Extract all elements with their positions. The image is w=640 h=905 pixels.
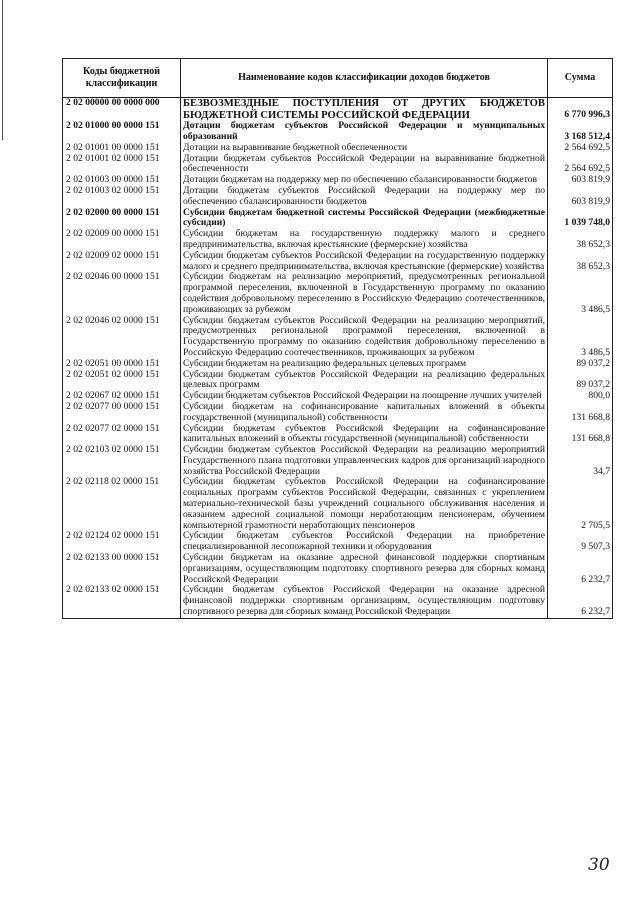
name-cell: Субсидии бюджетам субъектов Российской Федерации на реализацию мероприятий Государственного плана подготовки управленческих кадров для организаций народного хозяйства Российской Федерации — [181, 445, 548, 477]
table-row — [63, 251, 613, 273]
name-cell: Субсидии бюджетам субъектов Российской Федерации на поощрение лучших учителей — [181, 391, 548, 402]
code-cell: 2 02 02124 02 0000 151 — [63, 531, 181, 553]
table-row — [63, 370, 613, 392]
code-cell: 2 02 01003 00 0000 151 — [63, 175, 181, 186]
sum-cell: 800,0 — [548, 391, 613, 402]
sum-cell: 3 168 512,4 — [548, 121, 613, 143]
code-cell: 2 02 02067 02 0000 151 — [63, 391, 181, 402]
table-row — [63, 316, 613, 359]
code-cell: 2 02 02051 02 0000 151 — [63, 370, 181, 392]
sum-cell: 38 652,3 — [548, 251, 613, 273]
name-cell: Субсидии бюджетам субъектов Российской Федерации на софинансирование капитальных вложений в объекты государственной (муниципальной) собственности — [181, 424, 548, 446]
sum-cell: 603 819,9 — [548, 175, 613, 186]
name-cell: БЕЗВОЗМЕЗДНЫЕ ПОСТУПЛЕНИЯ ОТ ДРУГИХ БЮДЖЕТОВ БЮДЖЕТНОЙ СИСТЕМЫ РОССИЙСКОЙ ФЕДЕРАЦИИ — [181, 98, 548, 122]
sum-cell: 6 232,7 — [548, 553, 613, 585]
name-cell: Субсидии бюджетам субъектов Российской Федерации на софинансирование социальных программ субъектов Российской Федерации, связанных с укреплением материально-технической базы учреждений социального обслуживания населения и оказанием адресной социальной помощи неработающим пенсионерам, обучением компьютерной грамотности неработающих пенсионеров — [181, 477, 548, 531]
name-cell: Дотации бюджетам субъектов Российской Федерации и муниципальных образований — [181, 121, 548, 143]
table-row — [63, 208, 613, 230]
table-row — [63, 359, 613, 370]
sum-cell: 1 039 748,0 — [548, 208, 613, 230]
sum-cell: 6 770 996,3 — [548, 98, 613, 122]
code-cell: 2 02 02009 00 0000 151 — [63, 229, 181, 251]
name-cell: Дотации бюджетам субъектов Российской Федерации на поддержку мер по обеспечению сбалансированности бюджетов — [181, 186, 548, 208]
sum-cell: 9 507,3 — [548, 531, 613, 553]
sum-cell: 89 037,2 — [548, 359, 613, 370]
sum-cell: 131 668,8 — [548, 424, 613, 446]
code-cell: 2 02 01001 02 0000 151 — [63, 154, 181, 176]
table-row — [63, 553, 613, 585]
name-cell: Субсидии бюджетам на реализацию мероприятий, предусмотренных региональной программой переселения, включенной в Государственную программу по оказанию содействия добровольному переселению в Российскую Федерацию соотечественников, проживающих за рубежом — [181, 272, 548, 315]
sum-column-header: Сумма — [548, 59, 613, 98]
table-row — [63, 121, 613, 143]
table-header-row — [63, 59, 613, 98]
table-row — [63, 402, 613, 424]
code-cell: 2 02 02046 00 0000 151 — [63, 272, 181, 315]
table-row — [63, 143, 613, 154]
name-cell: Субсидии бюджетам на реализацию федеральных целевых программ — [181, 359, 548, 370]
sum-cell: 38 652,3 — [548, 229, 613, 251]
name-cell: Дотации бюджетам субъектов Российской Федерации на выравнивание бюджетной обеспеченности — [181, 154, 548, 176]
name-cell: Субсидии бюджетам субъектов Российской Федерации на приобретение специализированной лесопожарной техники и оборудования — [181, 531, 548, 553]
name-cell: Субсидии бюджетам на софинансирование капитальных вложений в объекты государственной (муниципальной) собственности — [181, 402, 548, 424]
name-cell: Субсидии бюджетам бюджетной системы Российской Федерации (межбюджетные субсидии) — [181, 208, 548, 230]
sum-cell: 603 819,9 — [548, 186, 613, 208]
table-row — [63, 531, 613, 553]
code-cell: 2 02 00000 00 0000 000 — [63, 98, 181, 122]
code-cell: 2 02 02000 00 0000 151 — [63, 208, 181, 230]
code-cell: 2 02 02046 02 0000 151 — [63, 316, 181, 359]
code-cell: 2 02 02009 02 0000 151 — [63, 251, 181, 273]
table-row — [63, 272, 613, 315]
table-row — [63, 154, 613, 176]
sum-cell: 2 564 692,5 — [548, 143, 613, 154]
sum-cell: 89 037,2 — [548, 370, 613, 392]
table-row — [63, 186, 613, 208]
code-cell: 2 02 02103 02 0000 151 — [63, 445, 181, 477]
name-cell: Субсидии бюджетам субъектов Российской Федерации на оказание адресной финансовой поддержки спортивным организациям, осуществляющим подготовку спортивного резерва для сборных команд Российской Федерации — [181, 585, 548, 618]
code-cell: 2 02 01001 00 0000 151 — [63, 143, 181, 154]
code-cell: 2 02 02051 00 0000 151 — [63, 359, 181, 370]
code-cell: 2 02 02133 00 0000 151 — [63, 553, 181, 585]
name-cell: Субсидии бюджетам субъектов Российской Федерации на государственную поддержку малого и среднего предпринимательства, включая крестьянские (фермерские) хозяйства — [181, 251, 548, 273]
code-cell: 2 02 01003 02 0000 151 — [63, 186, 181, 208]
name-cell: Дотации на выравнивание бюджетной обеспеченности — [181, 143, 548, 154]
sum-cell: 3 486,5 — [548, 316, 613, 359]
sum-cell: 2 705,5 — [548, 477, 613, 531]
page-number: 30 — [588, 855, 610, 875]
name-column-header: Наименование кодов классификации доходов бюджетов — [181, 59, 548, 98]
sum-cell: 6 232,7 — [548, 585, 613, 618]
sum-cell: 34,7 — [548, 445, 613, 477]
name-cell: Субсидии бюджетам на оказание адресной финансовой поддержки спортивным организациям, осуществляющим подготовку спортивного резерва для сборных команд Российской Федерации — [181, 553, 548, 585]
name-cell: Субсидии бюджетам субъектов Российской Федерации на реализацию мероприятий, предусмотренных региональной программой переселения, включенной в Государственную программу по оказанию содействия добровольному переселению в Российскую Федерацию соотечественников, проживающих за рубежом — [181, 316, 548, 359]
name-cell: Субсидии бюджетам на государственную поддержку малого и среднего предпринимательства, включая крестьянские (фермерские) хозяйства — [181, 229, 548, 251]
code-cell: 2 02 02118 02 0000 151 — [63, 477, 181, 531]
table-row — [63, 585, 613, 618]
table-row — [63, 424, 613, 446]
sum-cell: 2 564 692,5 — [548, 154, 613, 176]
code-column-header: Коды бюджетной классификации — [63, 59, 181, 98]
name-cell: Дотации бюджетам на поддержку мер по обеспечению сбалансированности бюджетов — [181, 175, 548, 186]
name-cell: Субсидии бюджетам субъектов Российской Федерации на реализацию федеральных целевых программ — [181, 370, 548, 392]
binding-margin-line — [2, 0, 3, 140]
code-cell: 2 02 02133 02 0000 151 — [63, 585, 181, 618]
code-cell: 2 02 02077 02 0000 151 — [63, 424, 181, 446]
budget-classification-table — [62, 58, 613, 619]
sum-cell: 3 486,5 — [548, 272, 613, 315]
sum-cell: 131 668,8 — [548, 402, 613, 424]
table-row — [63, 98, 613, 122]
table-row — [63, 445, 613, 477]
code-cell: 2 02 02077 00 0000 151 — [63, 402, 181, 424]
table-row — [63, 477, 613, 531]
table-row — [63, 229, 613, 251]
code-cell: 2 02 01000 00 0000 151 — [63, 121, 181, 143]
